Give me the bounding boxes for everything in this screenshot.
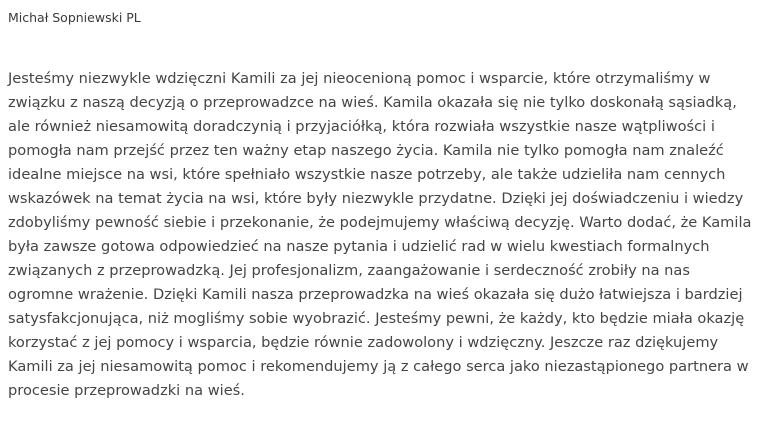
review-text: Jesteśmy niezwykle wdzięczni Kamili za jej nieocenioną pomoc i wsparcie, które otrzymaliśmy w związku z naszą decyzją o przeprowadzce na wieś. Kamila okazała się nie tylko doskonałą sąsiadką, ale również niesamowitą doradczynią i przyjaciółką, która rozwiała wszystkie nasze wątpliwości i pomogła nam przejść przez ten ważny etap naszego życia. Kamila nie tylko pomogła nam znaleźć idealne miejsce na wsi, które spełniało wszystkie nasze potrzeby, ale także udzieliła nam cennych wskazówek na temat życia na wsi, które były niezwykle przydatne. Dzięki jej doświadczeniu i wiedzy zdobyliśmy pewność siebie i przekonanie, że podejmujemy właściwą decyzję. Warto dodać, że Kamila była zawsze gotowa odpowiedzieć na nasze pytania i udzielić rad w wielu kwestiach formalnych związanych z przeprowadzką. Jej profesjonalizm, zaangażowanie i serdeczność zrobiły na nas ogromne wrażenie. Dzięki Kamili nasza przeprowadzka na wieś okazała się dużo łatwiejsza i bardziej satysfakcjonująca, niż mogliśmy sobie wyobrazić. Jesteśmy pewni, że każdy, kto będzie miała okazję korzystać z jej pomocy i wsparcia, będzie równie zadowolony i wdzięczny. Jeszcze raz dziękujemy Kamili za jej niesamowitą pomoc i rekomendujemy ją z całego serca jako niezastąpionego partnera w procesie przeprowadzki na wieś. — [8, 70, 752, 399]
review-author-name: Michał Sopniewski PL — [8, 10, 141, 25]
